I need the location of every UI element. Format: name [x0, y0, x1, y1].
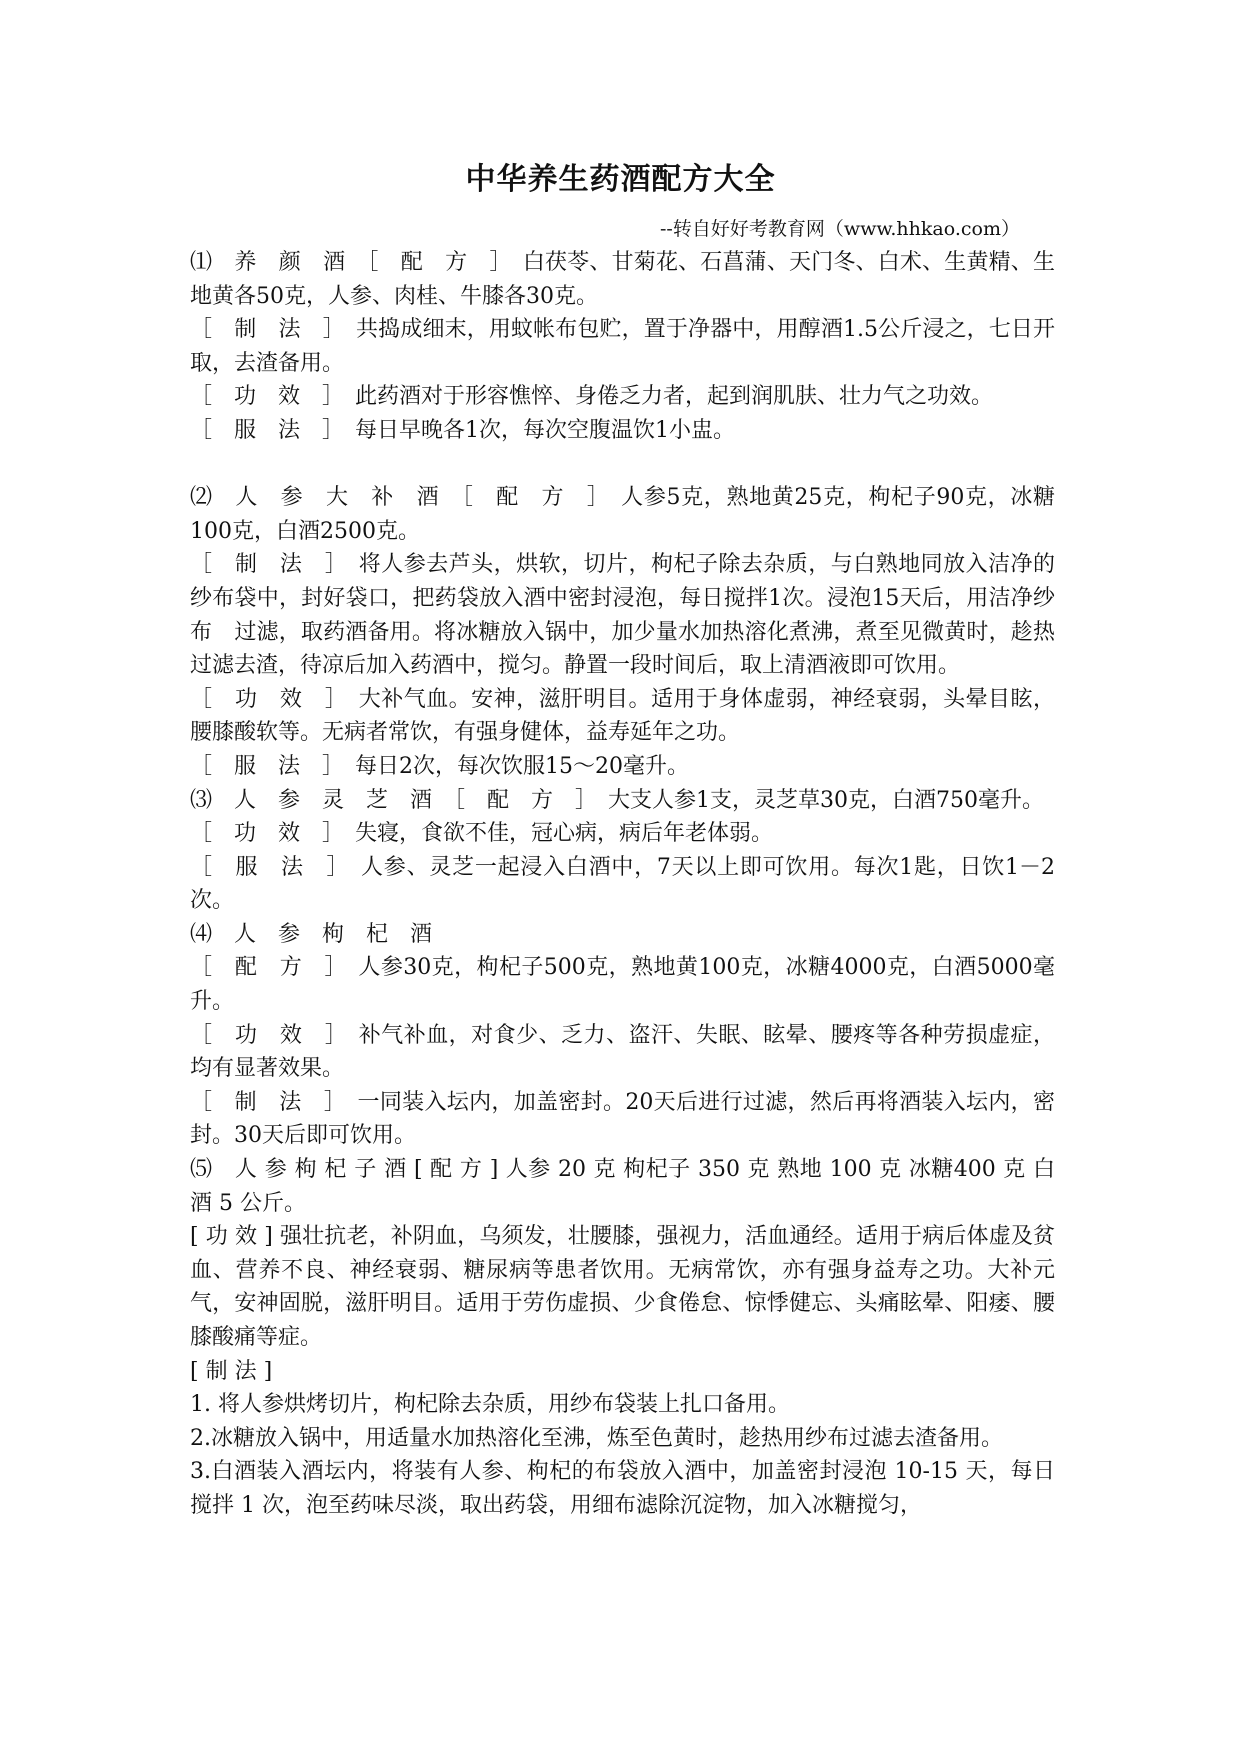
paragraph: ［ 配 方 ］ 人参30克，枸杞子500克，熟地黄100克，冰糖4000克，白酒5000毫升。 [190, 955, 1055, 1015]
paragraph: 3.白酒装入酒坛内，将装有人参、枸杞的布袋放入酒中，加盖密封浸泡 10-15 天，每日搅拌 1 次，泡至药味尽淡，取出药袋，用细布滤除沉淀物，加入冰糖搅匀， [190, 1459, 1055, 1518]
paragraph: [ 功 效 ] 强壮抗老，补阴血，乌须发，壮腰膝，强视力，活血通经。适用于病后体虚及贫血、营养不良、神经衰弱、糖尿病等患者饮用。无病常饮，亦有强身益寿之功。大补元气，安神固脱，滋肝明目。适用于劳伤虚损、少食倦怠、惊悸健忘、头痛眩晕、阳痿、腰膝酸痛等症。 [190, 1224, 1055, 1350]
paragraph: ［ 功 效 ］ 此药酒对于形容憔悴、身倦乏力者，起到润肌肤、壮力气之功效。 [190, 384, 994, 410]
document-body [190, 246, 1055, 1523]
paragraph: ［ 服 法 ］ 每日早晚各1次，每次空腹温饮1小盅。 [190, 417, 735, 443]
paragraph: [ 制 法 ] [190, 1358, 273, 1384]
paragraph: ⑸ 人 参 枸 杞 子 酒 [ 配 方 ] 人参 20 克 枸杞子 350 克 熟地 100 克 冰糖400 克 白酒 5 公斤。 [190, 1157, 1055, 1216]
paragraph: ［ 制 法 ］ 将人参去芦头，烘软，切片，枸杞子除去杂质，与白熟地同放入洁净的纱布袋中，封好袋口，把药袋放入酒中密封浸泡，每日搅拌1次。浸泡15天后，用洁净纱布 过滤，取药酒备用。将冰糖放入锅中，加少量水加热溶化煮沸，煮至见微黄时，趁热过滤去渣，待凉后加入药酒中，搅匀。静置一段时间后，取上清酒液即可饮用。 [190, 552, 1055, 679]
paragraph: ［ 功 效 ］ 大补气血。安神，滋肝明目。适用于身体虚弱，神经衰弱，头晕目眩，腰膝酸软等。无病者常饮，有强身健体，益寿延年之功。 [190, 686, 1055, 746]
paragraph: ⑷ 人 参 枸 杞 酒 [190, 921, 433, 947]
paragraph: ［ 制 法 ］ 一同装入坛内，加盖密封。20天后进行过滤，然后再将酒装入坛内，密封。30天后即可饮用。 [190, 1089, 1055, 1149]
paragraph: ［ 功 效 ］ 补气补血，对食少、乏力、盗汗、失眠、眩晕、腰疼等各种劳损虚症，均有显著效果。 [190, 1022, 1055, 1082]
paragraph-gap [190, 448, 1055, 482]
paragraph: ［ 制 法 ］ 共捣成细末，用蚊帐布包贮，置于净器中，用醇酒1.5公斤浸之，七日开取，去渣备用。 [190, 317, 1055, 376]
paragraph: ⑶ 人 参 灵 芝 酒 ［ 配 方 ］ 大支人参1支，灵芝草30克，白酒750毫升。 [190, 787, 1044, 813]
paragraph: 2.冰糖放入锅中，用适量水加热溶化至沸，炼至色黄时，趁热用纱布过滤去渣备用。 [190, 1425, 1003, 1451]
paragraph: ⑴ 养 颜 酒 ［ 配 方 ］ 白茯苓、甘菊花、石菖蒲、天门冬、白术、生黄精、生地黄各50克，人参、肉桂、牛膝各30克。 [190, 250, 1055, 309]
paragraph: 1. 将人参烘烤切片，枸杞除去杂质，用纱布袋装上扎口备用。 [190, 1392, 790, 1418]
paragraph: ［ 功 效 ］ 失寝，食欲不佳，冠心病，病后年老体弱。 [190, 821, 774, 847]
paragraph: ［ 服 法 ］ 每日2次，每次饮服15～20毫升。 [190, 753, 689, 779]
document-title: 中华养生药酒配方大全 [465, 162, 776, 197]
paragraph: ⑵ 人 参 大 补 酒 ［ 配 方 ］ 人参5克，熟地黄25克，枸杞子90克，冰糖100克，白酒2500克。 [190, 485, 1055, 544]
paragraph: ［ 服 法 ］ 人参、灵芝一起浸入白酒中，7天以上即可饮用。每次1匙，日饮1－2次。 [190, 854, 1055, 914]
source-attribution: --转自好好考教育网（www.hhkao.com） [660, 218, 1020, 240]
